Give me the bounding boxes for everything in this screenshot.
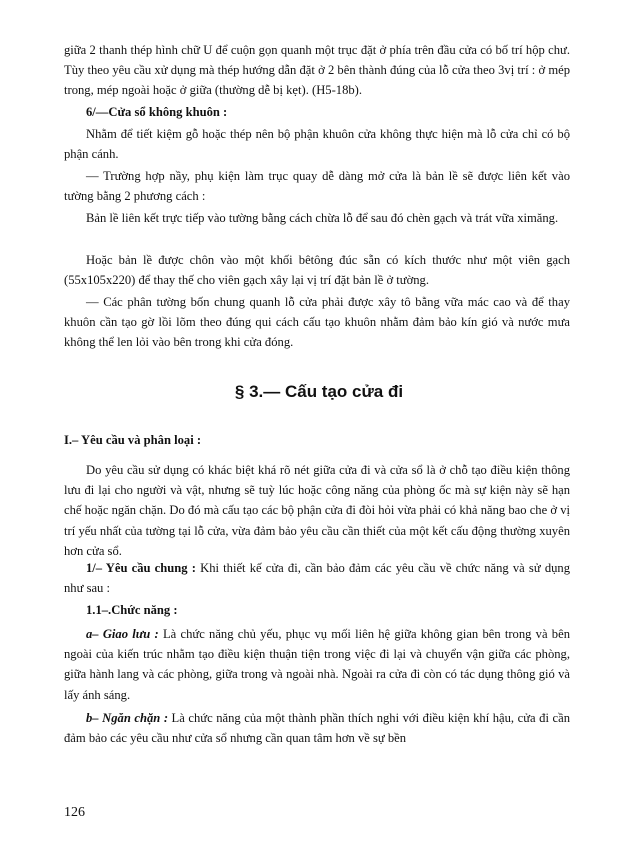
page-number: 126 bbox=[64, 805, 85, 820]
paragraph: Bản lề liên kết trực tiếp vào tường bằng cách chừa lỗ để sau đó chèn gạch và trát vữa ximăng. bbox=[86, 211, 559, 225]
paragraph-exchange bbox=[64, 624, 570, 705]
paragraph-lead: 1/– Yêu cầu chung : bbox=[86, 561, 196, 575]
paragraph-prevention bbox=[64, 708, 570, 748]
paragraph: Do yêu cầu sử dụng có khác biệt khá rõ nét giữa cửa đi và cửa sổ là ở chỗ tạo điều kiện thông lưu đi lại cho người và vật, nhưng sẽ tuỳ lúc hoặc công năng của phòng ốc mà sự kiện này sẽ hạn chế hoặc ngăn chặn. Do đó mà cấu tạo các bộ phận cửa đi đòi hỏi vừa phải có khả năng bao che ở vị trí yếu nhất của tường tại lỗ cửa, vừa đảm bảo yêu cầu cần thiết của một kết cấu động thường xuyên hơn cửa sổ. bbox=[64, 463, 570, 558]
paragraph: Nhằm để tiết kiệm gỗ hoặc thép nên bộ phận khuôn cửa không thực hiện mà lỗ cửa chỉ có bộ phận cánh. bbox=[64, 127, 570, 162]
heading-function: 1.1–.Chức năng : bbox=[86, 603, 178, 617]
paragraph: — Trường hợp nầy, phụ kiện làm trục quay dễ dàng mở cửa là bản lề sẽ được liên kết vào tường bằng 2 phương cách : bbox=[64, 169, 570, 204]
section-title: § 3.— Cấu tạo cửa đi bbox=[234, 382, 404, 401]
paragraph-lead: a– Giao lưu : bbox=[86, 627, 159, 641]
paragraph: — Các phân tường bốn chung quanh lỗ cửa phải được xây tô bằng vữa mác cao và để thay khuôn cần tạo gờ lồi lõm theo đúng qui cách cấu tạo khuôn nhằm đảm bảo kín gió và nước mưa không thể len lỏi vào bên trong khi cửa đóng. bbox=[64, 295, 570, 350]
paragraph: Hoặc bản lề được chôn vào một khối bêtông đúc sẵn có kích thước như một viên gạch (55x105x220) để thay thế cho viên gạch xây lại vị trí đặt bản lề ở tường. bbox=[64, 253, 570, 288]
heading-frameless-window: 6/—Cửa sổ không khuôn : bbox=[86, 105, 228, 119]
paragraph-general-requirements bbox=[64, 558, 570, 598]
paragraph-text: Khi thiết kế cửa đi, cần bảo đảm các yêu cầu về chức năng và sử dụng như sau : bbox=[64, 561, 571, 596]
paragraph-text: Là chức năng của một thành phần thích nghi với điều kiện khí hậu, cửa đi cần đảm bảo các yêu cầu như cửa sổ nhưng cần quan tâm hơn về sự bền bbox=[64, 711, 570, 746]
paragraph-text: Là chức năng chủ yếu, phục vụ mối liên hệ giữa không gian bên trong và bên ngoài của kiến trúc nhằm tạo điều kiện thuận tiện trong việc đi lại và chuyển vận giữa các phòng, giữa hành lang và các phòng, giữa trong và ngoài nhà. Ngoài ra cửa đi còn có tác dụng thông gió và lấy ánh sáng. bbox=[64, 627, 570, 702]
paragraph-continued: giữa 2 thanh thép hình chữ U để cuộn gọn quanh một trục đặt ở phía trên đầu cửa có bố trí hộp chư. Tùy theo yêu cầu xử dụng mà thép hướng dẫn đặt ở 2 bên thành đúng của lỗ cửa theo 3vị trí : ở mép trong, mép ngoài hoặc ở giữa (thường dễ bị kẹt). (H5-18b). bbox=[64, 43, 570, 98]
paragraph-lead: b– Ngăn chặn : bbox=[86, 711, 169, 725]
heading-requirements: I.– Yêu cầu và phân loại : bbox=[64, 433, 202, 447]
